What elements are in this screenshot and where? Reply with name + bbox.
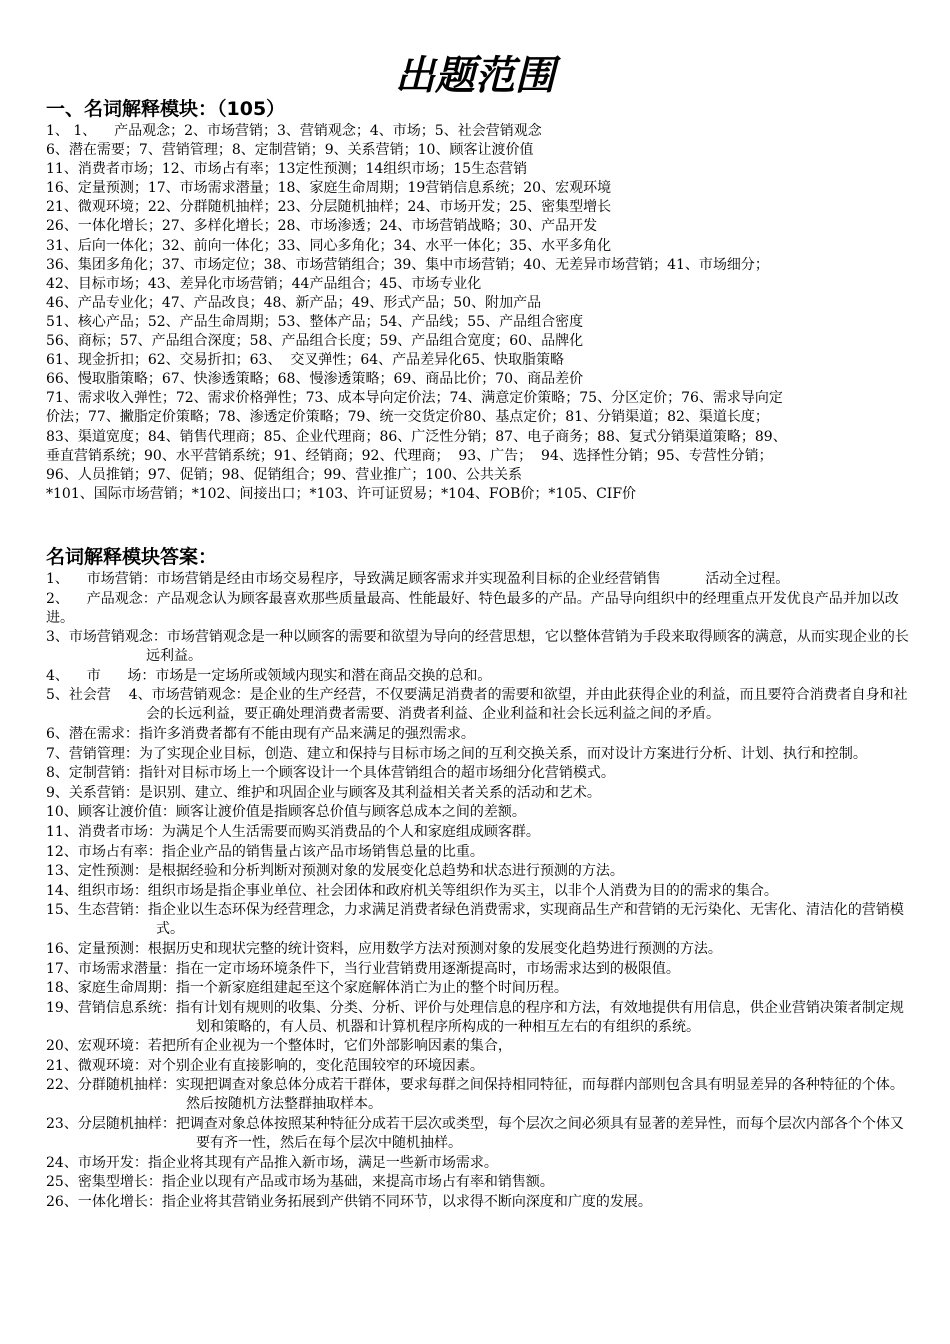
answer-definition: 产品观念认为顾客最喜欢那些质量最高、性能最好、特色最多的产品。产品导向组织中的经理重点开发优良产品并加以改进。 <box>46 590 899 626</box>
answer-definition: 指企业产品的销售量占该产品市场销售总量的比重。 <box>161 843 484 860</box>
answer-definition: 为满足个人生活需要而购买消费品的个人和家庭组成顾客群。 <box>161 823 540 840</box>
answer-term: 21、微观环境： <box>46 1057 148 1074</box>
term-line: 46、产品专业化；47、产品改良；48、新产品；49、形式产品；50、附加产品 <box>46 294 542 311</box>
answer-term: 16、定量预测： <box>46 940 148 957</box>
term-line: 21、微观环境；22、分群随机抽样；23、分层随机抽样；24、市场开发；25、密集型增长 <box>46 199 612 216</box>
answer-item <box>46 1057 910 1076</box>
answer-item <box>46 979 910 998</box>
answer-definition: 指许多消费者都有不能由现有产品来满足的强烈需求。 <box>138 725 475 742</box>
answer-definition: 指针对目标市场上一个顾客设计一个具体营销组合的超市场细分化营销模式。 <box>138 765 615 782</box>
term-line: 26、一体化增长；27、多样化增长；28、市场渗透；24、市场营销战略；30、产品开发 <box>46 218 598 235</box>
answer-definition: 组织市场是指企事业单位、社会团体和政府机关等组织作为买主，以非个人消费为目的的需求的集合。 <box>147 882 778 899</box>
answer-item <box>46 940 910 959</box>
answer-term: 12、市场占有率： <box>46 843 162 860</box>
answer-item <box>46 999 910 1037</box>
answer-term: 17、市场需求潜量： <box>46 960 176 977</box>
term-line: 36、集团多角化；37、市场定位；38、市场营销组合；39、集中市场营销；40、无差异市场营销；41、市场细分； <box>46 256 769 273</box>
answer-term: 13、定性预测： <box>46 863 148 880</box>
answer-definition: 根据历史和现状完整的统计资料，应用数学方法对预测对象的发展变化趋势进行预测的方法。 <box>147 940 722 957</box>
section-heading-terms: 一、名词解释模块：（105） <box>46 98 286 120</box>
answer-item <box>46 725 910 744</box>
answer-term: 6、潜在需求： <box>46 725 139 742</box>
answer-term: 20、宏观环境： <box>46 1038 148 1055</box>
answer-definition: 市场营销是经由市场交易程序，导致满足顾客需求并实现盈利目标的企业经营销售 活动全过程。 <box>156 571 790 587</box>
answer-item <box>46 628 910 666</box>
answer-item <box>46 1076 910 1114</box>
page-title: 出题范围 <box>395 52 555 99</box>
term-line: 83、渠道宽度；84、销售代理商；85、企业代理商；86、广泛性分销；87、电子商务；88、复式分销渠道策略；89、 <box>46 428 787 445</box>
answer-term: 1、 市场营销： <box>46 571 157 587</box>
term-list <box>46 122 914 504</box>
answer-item <box>46 1037 910 1056</box>
answer-item <box>46 1173 910 1192</box>
term-line: 56、商标；57、产品组合深度；58、产品组合长度；59、产品组合宽度；60、品牌化 <box>46 333 584 350</box>
answer-item <box>46 1154 910 1173</box>
answer-definition: 是根据经验和分析判断对预测对象的发展变化总趋势和状态进行预测的方法。 <box>147 863 624 880</box>
term-line: 61、现金折扣；62、交易折扣；63、 交叉弹性；64、产品差异化65、快取脂策略 <box>46 352 564 369</box>
term-line: 71、需求收入弹性；72、需求价格弹性；73、成本导向定价法；74、满意定价策略；75、分区定价；76、需求导向定 <box>46 390 783 407</box>
answer-item <box>46 901 910 939</box>
answer-list <box>46 570 910 1212</box>
term-line: 1、 1、 产品观念；2、市场营销；3、营销观念；4、市场；5、社会营销观念 <box>46 123 542 139</box>
answer-term: 9、关系营销： <box>46 784 139 801</box>
answer-item <box>46 882 910 901</box>
answer-term: 7、营销管理： <box>46 745 139 762</box>
answer-item <box>46 1193 910 1212</box>
answer-definition: 指有计划有规则的收集、分类、分析、评价与处理信息的程序和方法，有效地提供有用信息，供企业营销决策者制定规划和策略的，有人员、机器和计算机程序所构成的一种相互左右的有组织的系统。 <box>175 999 904 1035</box>
answer-term: 19、营销信息系统： <box>46 999 176 1016</box>
answer-definition: 是识别、建立、维护和巩固企业与顾客及其利益相关者关系的活动和艺术。 <box>138 784 601 801</box>
answer-item <box>46 784 910 803</box>
answer-definition: 是企业的生产经营，不仅要满足消费者的需要和欲望，并由此获得企业的利益，而且要符合消费者自身和社会的长远利益，要正确处理消费者需要、消费者利益、企业利益和社会长远利益之间的矛盾。 <box>146 687 908 723</box>
answer-definition: 指企业将其现有产品推入新市场，满足一些新市场需求。 <box>147 1154 498 1171</box>
answer-term: 23、分层随机抽样： <box>46 1116 176 1133</box>
answer-definition: 为了实现企业目标，创造、建立和保持与目标市场之间的互利交换关系，而对设计方案进行分析、计划、执行和控制。 <box>138 745 867 762</box>
answer-item <box>46 823 910 842</box>
answer-definition: 指企业将其营销业务拓展到产供销不同环节，以求得不断向深度和广度的发展。 <box>161 1193 652 1210</box>
answer-item <box>46 862 910 881</box>
answer-definition: 指企业以现有产品或市场为基础，来提高市场占有率和销售额。 <box>161 1174 554 1191</box>
term-line: 66、慢取脂策略；67、快渗透策略；68、慢渗透策略；69、商品比价；70、商品差价 <box>46 371 584 388</box>
answer-item <box>46 686 910 724</box>
term-line: 价法；77、撇脂定价策略；78、渗透定价策略；79、统一交货定价80、基点定价；81、分销渠道；82、渠道长度； <box>46 409 769 426</box>
answer-term: 14、组织市场： <box>46 882 148 899</box>
section-heading-answers: 名词解释模块答案： <box>46 546 218 568</box>
answer-term: 4、 市 场： <box>46 667 156 684</box>
answer-term: 24、市场开发： <box>46 1154 148 1171</box>
answer-definition: 把调查对象总体按照某种特征分成若干层次或类型，每个层次之间必须具有显著的差异性，而每个层次内部各个个体又要有齐一性，然后在每个层次中随机抽样。 <box>175 1116 904 1152</box>
term-line: 42、目标市场；43、差异化市场营销；44产品组合；45、市场专业化 <box>46 275 482 292</box>
term-line: 6、潜在需要；7、营销管理；8、定制营销；9、关系营销；10、顾客让渡价值 <box>46 142 534 159</box>
answer-definition: 市场是一定场所或领域内现实和潜在商品交换的总和。 <box>155 667 492 684</box>
term-line: *101、国际市场营销；*102、间接出口；*103、许可证贸易；*104、FOB价；*105、CIF价 <box>46 485 637 502</box>
term-line: 96、人员推销；97、促销；98、促销组合；99、营业推广；100、公共关系 <box>46 466 522 483</box>
answer-item <box>46 570 910 589</box>
answer-item <box>46 960 910 979</box>
answer-definition: 指在一定市场环境条件下，当行业营销费用逐渐提高时，市场需求达到的极限值。 <box>175 960 680 977</box>
answer-definition: 市场营销观念是一种以顾客的需要和欲望为导向的经营思想，它以整体营销为手段来取得顾客的满意，从而实现企业的长远利益。 <box>146 629 909 665</box>
answer-term: 11、消费者市场： <box>46 823 162 840</box>
term-line: 16、定量预测；17、市场需求潜量；18、家庭生命周期；19营销信息系统；20、宏观环境 <box>46 180 612 197</box>
answer-item <box>46 843 910 862</box>
term-line: 31、后向一体化；32、前向一体化；33、同心多角化；34、水平一体化；35、水平多角化 <box>46 237 612 254</box>
answer-definition: 对个别企业有直接影响的，变化范围较窄的环境因素。 <box>147 1057 484 1074</box>
answer-item <box>46 803 910 822</box>
answer-term: 3、市场营销观念： <box>46 629 167 646</box>
answer-item <box>46 1115 910 1153</box>
answer-definition: 指一个新家庭组建起至这个家庭解体消亡为止的整个时间历程。 <box>175 980 568 997</box>
term-line: 51、核心产品；52、产品生命周期；53、整体产品；54、产品线；55、产品组合密度 <box>46 313 584 330</box>
answer-term: 25、密集型增长： <box>46 1174 162 1191</box>
answer-term: 15、生态营销： <box>46 902 148 919</box>
answer-definition: 若把所有企业视为一个整体时，它们外部影响因素的集合， <box>147 1038 512 1055</box>
answer-term: 8、定制营销： <box>46 765 139 782</box>
answer-term: 18、家庭生命周期： <box>46 980 176 997</box>
term-line: 垂直营销系统；90、水平营销系统；91、经销商；92、代理商； 93、广告； 94、选择性分销；95、专营性分销； <box>46 447 773 464</box>
answer-item <box>46 590 910 628</box>
answer-definition: 顾客让渡价值是指顾客总价值与顾客总成本之间的差额。 <box>175 804 526 821</box>
answer-item <box>46 764 910 783</box>
answer-term: 2、 产品观念： <box>46 590 157 607</box>
answer-term: 26、一体化增长： <box>46 1193 162 1210</box>
answer-item <box>46 745 910 764</box>
answer-term: 5、社会营 4、市场营销观念： <box>46 687 250 704</box>
answer-definition: 指企业以生态环保为经营理念，力求满足消费者绿色消费需求，实现商品生产和营销的无污染化、无害化、清洁化的营销模式。 <box>147 902 904 938</box>
answer-term: 22、分群随机抽样： <box>46 1077 176 1094</box>
answer-definition: 实现把调查对象总体分成若干群体，要求每群之间保持相同特征，而每群内部则包含具有明显差异的各种特征的个体。然后按随机方法整群抽取样本。 <box>175 1077 904 1113</box>
term-line: 11、消费者市场；12、市场占有率；13定性预测；14组织市场；15生态营销 <box>46 161 528 178</box>
answer-item <box>46 667 910 686</box>
answer-term: 10、顾客让渡价值： <box>46 804 176 821</box>
